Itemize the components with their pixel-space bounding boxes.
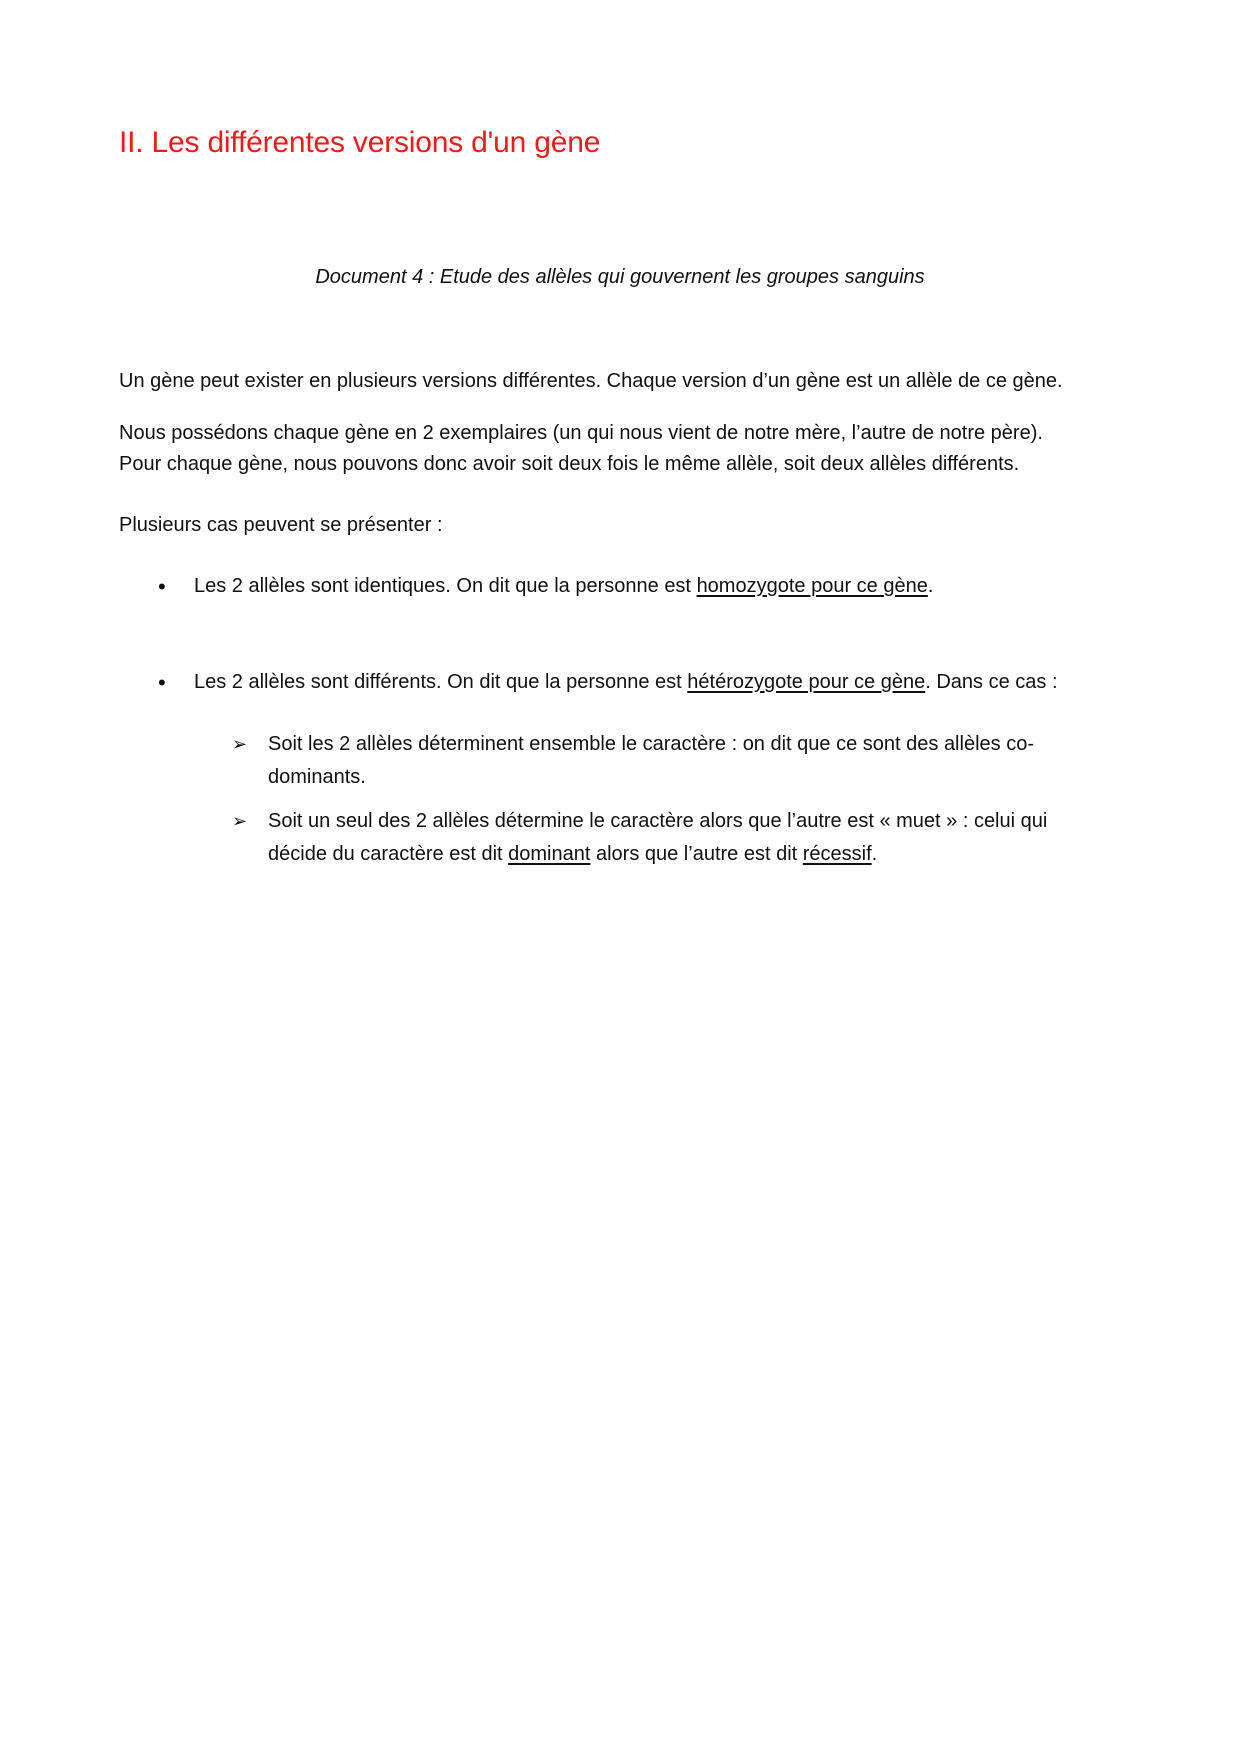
sub-list-item-text: Soit les 2 allèles déterminent ensemble le caractère : on dit que ce sont des allèles co- dominants. <box>268 733 1034 788</box>
paragraph-copies-line-1: Nous possédons chaque gène en 2 exemplaires (un qui nous vient de notre mère, l’autre de notre père). <box>119 422 1043 444</box>
document-caption: Document 4 : Etude des allèles qui gouvernent les groupes sanguins <box>315 266 925 288</box>
term-dominant: dominant <box>508 843 591 865</box>
sub-list-item-text: Soit un seul des 2 allèles détermine le caractère alors que l’autre est « muet » : celui qui décide du caractère est dit dominant alors que l’autre est dit récessif. <box>268 810 1048 865</box>
paragraph-definition: Un gène peut exister en plusieurs versions différentes. Chaque version d’un gène est un allèle de ce gène. <box>119 370 1063 392</box>
term-homozygote: homozygote pour ce gène <box>696 575 928 597</box>
paragraph-cases-intro: Plusieurs cas peuvent se présenter : <box>119 514 443 536</box>
list-item-text: Les 2 allèles sont différents. On dit que la personne est hétérozygote pour ce gène. Dans ce cas : <box>194 671 1058 693</box>
arrow-bullet-icon: ➢ <box>232 734 248 754</box>
list-item-text: Les 2 allèles sont identiques. On dit que la personne est homozygote pour ce gène. <box>194 575 934 597</box>
bullet-dot-icon: • <box>158 670 166 695</box>
paragraph-copies-line-2: Pour chaque gène, nous pouvons donc avoir soit deux fois le même allèle, soit deux allèles différents. <box>119 453 1020 475</box>
page-title: II. Les différentes versions d'un gène <box>119 126 601 159</box>
bullet-dot-icon: • <box>158 574 166 599</box>
term-heterozygote: hétérozygote pour ce gène <box>687 671 926 693</box>
term-recessive: récessif <box>802 843 872 865</box>
arrow-bullet-icon: ➢ <box>232 811 248 831</box>
